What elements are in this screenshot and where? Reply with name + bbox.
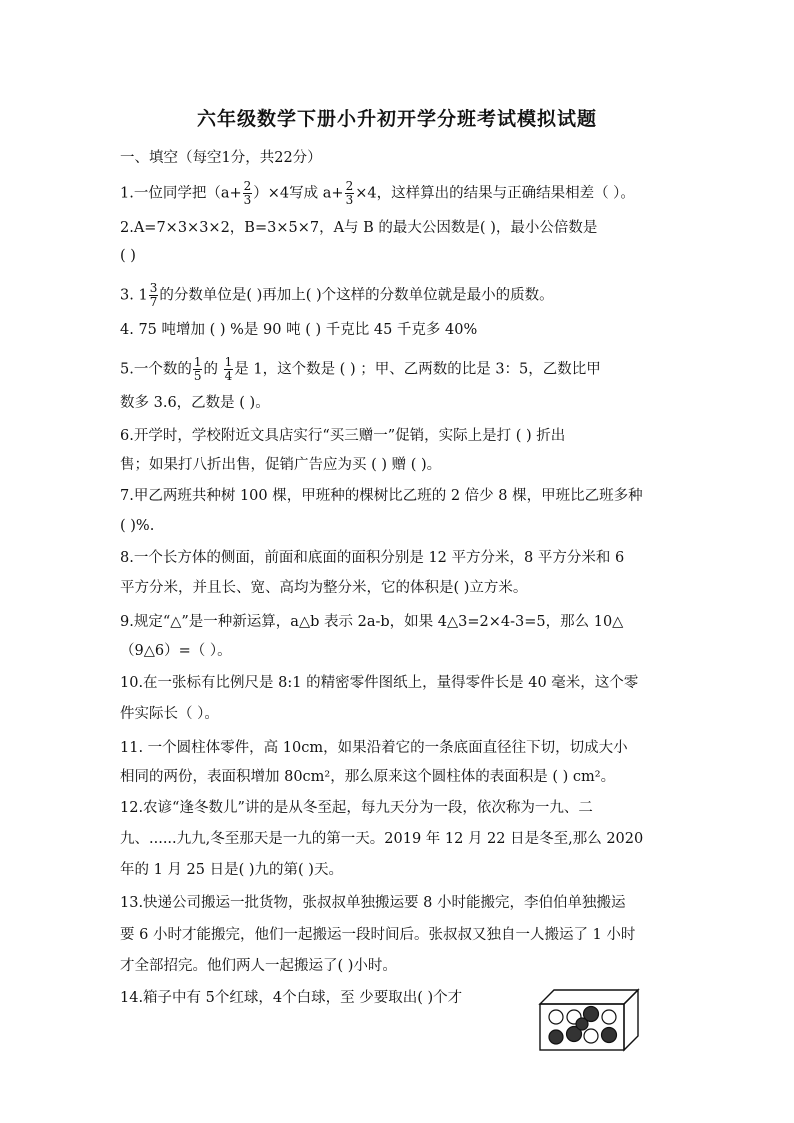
- question-12-line-1: 12.农谚“逢冬数儿”讲的是从冬至起，每九天分为一段，依次称为一九、二: [120, 800, 593, 816]
- red-ball: [602, 1028, 617, 1043]
- question-9-line-1: 9.规定“△”是一种新运算，a△b 表示 2a-b，如果 4△3=2×4-3=5，那么 10△: [120, 614, 624, 630]
- fraction: $\frac{3}{7}$: [149, 281, 158, 309]
- question-5-line-1: 5.一个数的 $\frac{1}{5}$ 的 $\frac{1}{4}$ 是 1，这个数是 ( ) ；甲、乙两数的比是 3：5，乙数比甲: [120, 355, 601, 383]
- question-3: 3. 1 $\frac{3}{7}$ 的分数单位是( )再加上( )个这样的分数单位就是最小的质数。: [120, 281, 554, 309]
- red-ball: [549, 1030, 563, 1044]
- question-10-line-1: 10.在一张标有比例尺是 8:1 的精密零件图纸上，量得零件长是 40 毫米，这个零: [120, 675, 639, 691]
- question-5-line-2: 数多 3.6，乙数是 ( )。: [120, 395, 270, 411]
- white-ball: [602, 1010, 616, 1024]
- question-11-line-2: 相同的两份，表面积增加 80cm²，那么原来这个圆柱体的表面积是 ( ) cm²。: [120, 769, 616, 785]
- ball-box-figure-icon: [538, 986, 640, 1052]
- question-13-line-1: 13.快递公司搬运一批货物，张叔叔单独搬运要 8 小时能搬完，李伯伯单独搬运: [120, 895, 626, 911]
- question-2-line-1: 2.A=7×3×3×2，B=3×5×7，A与 B 的最大公因数是( )，最小公倍数是: [120, 220, 598, 236]
- question-9-line-2: （9△6）=（ ）。: [120, 643, 232, 659]
- white-ball: [549, 1010, 563, 1024]
- fraction: $\frac{1}{5}$: [193, 355, 202, 383]
- question-12-line-3: 年的 1 月 25 日是( )九的第( )天。: [120, 862, 343, 878]
- question-7-line-2: ( )%.: [120, 518, 155, 534]
- question-4: 4. 75 吨增加 ( ) %是 90 吨 ( ) 千克比 45 千克多 40%: [120, 322, 478, 338]
- section-heading: 一、填空（每空1分，共22分）: [120, 150, 322, 166]
- question-6-line-2: 售；如果打八折出售，促销广告应为买 ( ) 赠 ( )。: [120, 457, 442, 473]
- question-6-line-1: 6.开学时，学校附近文具店实行“买三赠一”促销，实际上是打 ( ) 折出: [120, 428, 566, 444]
- fraction: $\frac{1}{4}$: [224, 355, 233, 383]
- fraction: $\frac{2}{3}$: [345, 179, 354, 207]
- question-11-line-1: 11. 一个圆柱体零件，高 10cm，如果沿着它的一条底面直径往下切，切成大小: [120, 740, 628, 756]
- question-10-line-2: 件实际长（ ）。: [120, 706, 219, 722]
- question-14-line-1: 14.箱子中有 5个红球，4个白球，至 少要取出( )个才: [120, 990, 463, 1006]
- question-13-line-2: 要 6 小时才能搬完，他们一起搬运一段时间后。张叔叔又独自一人搬运了 1 小时: [120, 927, 636, 943]
- fraction: $\frac{2}{3}$: [243, 179, 252, 207]
- white-ball: [584, 1029, 598, 1043]
- page-title: 六年级数学下册小升初开学分班考试模拟试题: [196, 108, 597, 130]
- question-2-line-2: ( ): [120, 248, 136, 264]
- question-12-line-2: 九、......九九,冬至那天是一九的第一天。2019 年 12 月 22 日是冬至,那么 2020: [120, 831, 644, 847]
- question-7-line-1: 7.甲乙两班共种树 100 棵，甲班种的棵树比乙班的 2 倍少 8 棵，甲班比乙班多种: [120, 488, 643, 504]
- red-ball: [576, 1018, 588, 1030]
- question-13-line-3: 才全部招完。他们两人一起搬运了( )小时。: [120, 958, 397, 974]
- question-8-line-2: 平方分米，并且长、宽、高均为整分米，它的体积是( )立方米。: [120, 580, 528, 596]
- question-1: 1.一位同学把（a+ $\frac{2}{3}$ ）×4写成 a+ $\frac{2}{3}$ ×4，这样算出的结果与正确结果相差（ ）。: [120, 179, 635, 207]
- question-8-line-1: 8.一个长方体的侧面，前面和底面的面积分别是 12 平方分米，8 平方分米和 6: [120, 550, 625, 566]
